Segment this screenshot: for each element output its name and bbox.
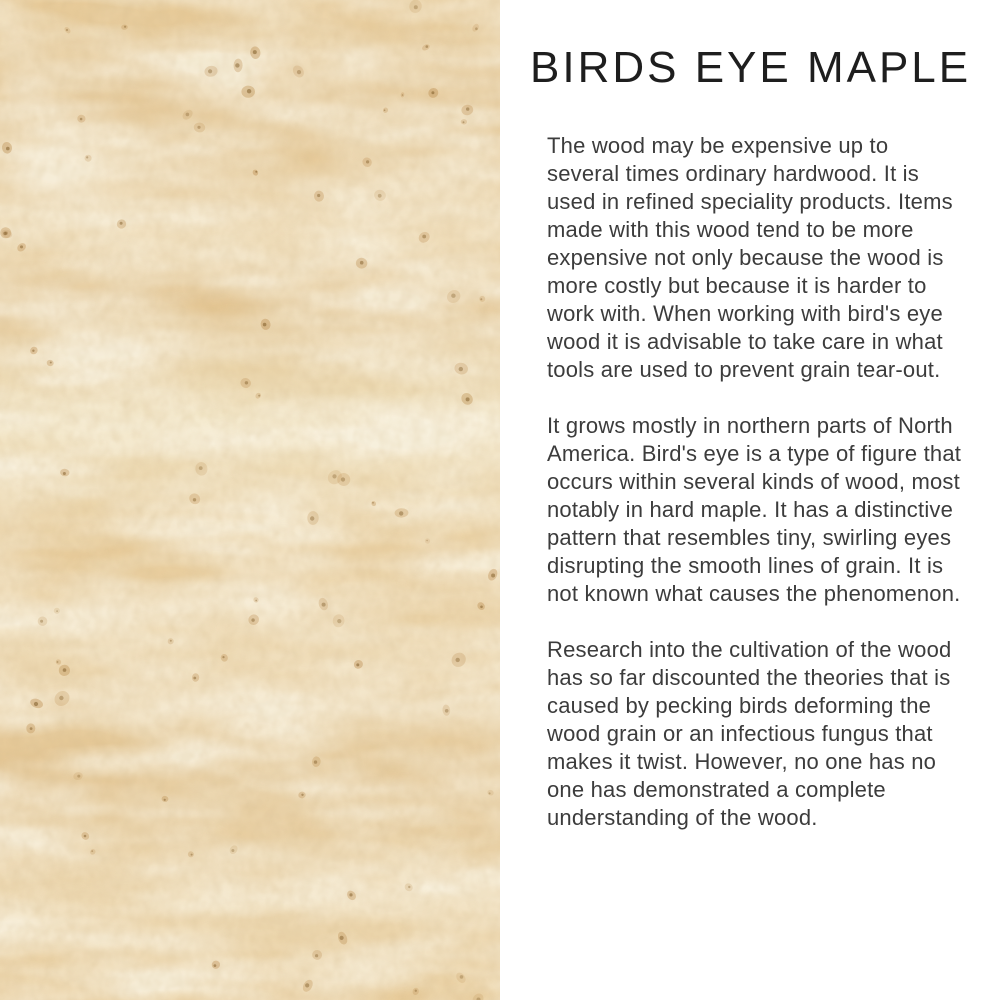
paragraph-expense: The wood may be expensive up to several times ordinary hardwood. It is used in refined speciality products. Items made with this wood tend to be more expensive not only because the wood is more costly but because it is harder to work with. When working with bird's eye wood it is advisable to take care in what tools are used to prevent grain tear-out. — [547, 133, 953, 382]
paragraph-research: Research into the cultivation of the wood has so far discounted the theories that is caused by pecking birds deforming the wood grain or an infectious fungus that makes it twist. However, no one has no one has demonstrated a complete understanding of the wood. — [547, 637, 952, 830]
article-text — [547, 132, 962, 832]
paragraph-growth: It grows mostly in northern parts of North America. Bird's eye is a type of figure that occurs within several kinds of wood, most notably in hard maple. It has a distinctive pattern that resembles tiny, swirling eyes disrupting the smooth lines of grain. It is not known what causes the phenomenon. — [547, 413, 962, 606]
page-title: BIRDS EYE MAPLE — [530, 43, 972, 92]
content-panel — [500, 0, 1000, 1000]
